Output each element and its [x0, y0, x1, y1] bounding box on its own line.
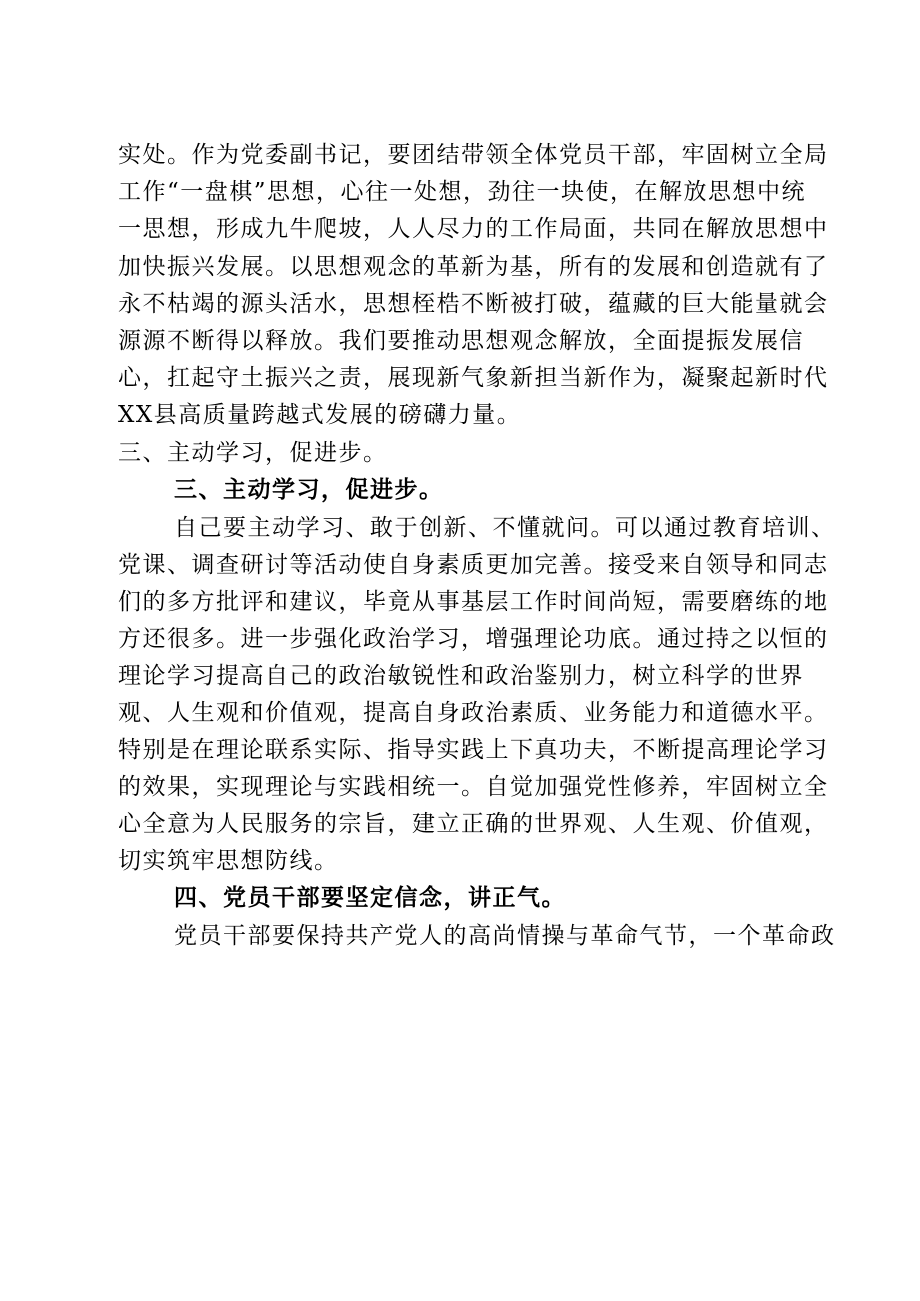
text-line: 自己要主动学习、敢于创新、不懂就问。可以通过教育培训、: [174, 515, 836, 541]
section-heading-4: 四、党员干部要坚定信念，讲正气。: [174, 884, 566, 911]
text-line: 切实筑牢思想防线。: [118, 848, 339, 874]
text-line: 党员干部要保持共产党人的高尚情操与革命气节，一个革命政: [174, 923, 836, 949]
text-line: XX县高质量跨越式发展的磅礴力量。: [118, 402, 522, 428]
text-line: 心全意为人民服务的宗旨，建立正确的世界观、人生观、价值观，: [118, 811, 829, 837]
text-line: 理论学习提高自己的政治敏锐性和政治鉴别力，树立科学的世界: [118, 663, 804, 689]
text-line: 们的多方批评和建议，毕竟从事基层工作时间尚短，需要磨练的地: [118, 589, 829, 615]
text-line: 加快振兴发展。以思想观念的革新为基，所有的发展和创造就有了: [118, 254, 829, 280]
text-line: 工作“一盘棋”思想，心往一处想，劲往一块使，在解放思想中统: [118, 179, 807, 205]
text-line: 的效果，实现理论与实践相统一。自觉加强党性修养，牢固树立全: [118, 774, 829, 800]
text-line: 一思想，形成九牛爬坡，人人尽力的工作局面，共同在解放思想中: [118, 216, 829, 242]
text-line: 实处。作为党委副书记，要团结带领全体党员干部，牢固树立全局: [118, 142, 829, 168]
text-line: 心，扛起守土振兴之责，展现新气象新担当新作为，凝聚起新时代: [118, 365, 829, 391]
section-heading-3: 三、主动学习，促进步。: [174, 476, 444, 503]
text-line: 永不枯竭的源头活水，思想桎梏不断被打破，蕴藏的巨大能量就会: [118, 291, 829, 317]
text-line: 党课、调查研讨等活动使自身素质更加完善。接受来自领导和同志: [118, 552, 829, 578]
text-line: 观、人生观和价值观，提高自身政治素质、业务能力和道德水平。: [118, 700, 829, 726]
text-line: 特别是在理论联系实际、指导实践上下真功夫，不断提高理论学习: [118, 737, 829, 763]
text-line: 方还很多。进一步强化政治学习，增强理论功底。通过持之以恒的: [118, 626, 829, 652]
text-line: 三、主动学习，促进步。: [118, 440, 388, 466]
text-line: 源源不断得以释放。我们要推动思想观念解放，全面提振发展信: [118, 328, 804, 354]
